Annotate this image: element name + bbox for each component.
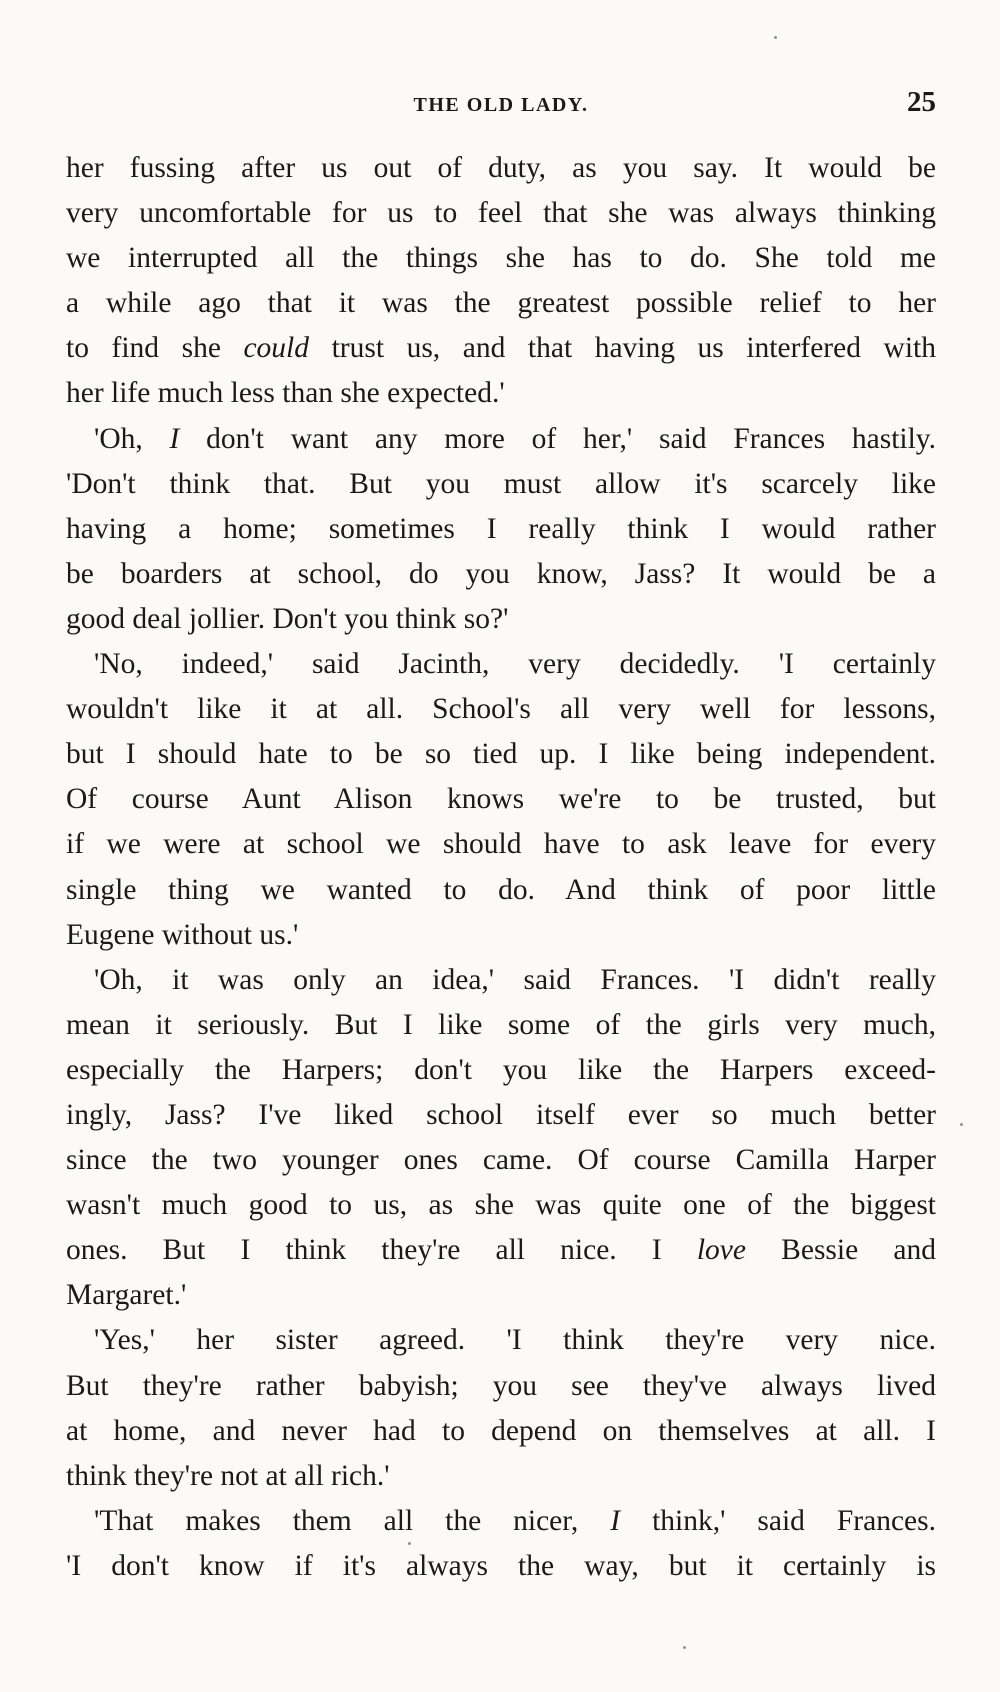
text-line bbox=[66, 1499, 936, 1544]
text-run: think,' said Frances. bbox=[620, 1504, 936, 1537]
emphasis: could bbox=[243, 332, 310, 365]
text-line: Eugene without us.' bbox=[66, 918, 299, 951]
text-line: but I should hate to be so tied up. I like being independent. bbox=[66, 738, 936, 771]
text-line: since the two younger ones came. Of course Camilla Harper bbox=[66, 1144, 936, 1177]
text-line: 'Don't think that. But you must allow it's scarcely like bbox=[66, 467, 936, 500]
text-line: Of course Aunt Alison knows we're to be trusted, but bbox=[66, 783, 936, 816]
print-speck bbox=[960, 1123, 963, 1126]
text-line: her fussing after us out of duty, as you say. It would be bbox=[66, 152, 936, 184]
text-run: 'Oh, bbox=[94, 422, 170, 455]
text-line: be boarders at school, do you know, Jass? It would be a bbox=[66, 557, 936, 590]
text-run: Bessie and bbox=[746, 1234, 936, 1267]
emphasis: love bbox=[696, 1234, 746, 1267]
print-speck bbox=[408, 1542, 411, 1545]
text-run: 'That makes them all the nicer, bbox=[94, 1504, 611, 1537]
text-line bbox=[66, 417, 936, 462]
print-speck bbox=[774, 36, 777, 39]
text-line: at home, and never had to depend on themselves at all. I bbox=[66, 1414, 936, 1447]
text-line: 'Oh, it was only an idea,' said Frances. 'I didn't really bbox=[94, 963, 936, 996]
text-line: But they're rather babyish; you see they've always lived bbox=[66, 1369, 936, 1402]
page-number: 25 bbox=[907, 86, 936, 118]
text-line: mean it seriously. But I like some of the girls very much, bbox=[66, 1008, 936, 1041]
text-run: don't want any more of her,' said Frances hastily. bbox=[179, 422, 936, 455]
text-run: ones. But I think they're all nice. I bbox=[66, 1234, 697, 1267]
text-line: single thing we wanted to do. And think of poor little bbox=[66, 873, 936, 906]
print-speck bbox=[683, 1646, 686, 1649]
text-line: especially the Harpers; don't you like the Harpers exceed- bbox=[66, 1053, 936, 1086]
text-line: her life much less than she expected.' bbox=[66, 377, 505, 410]
text-line: very uncomfortable for us to feel that she was always thinking bbox=[66, 197, 936, 230]
text-line: having a home; sometimes I really think I would rather bbox=[66, 512, 936, 545]
text-run: to find she bbox=[66, 332, 244, 365]
text-line: think they're not at all rich.' bbox=[66, 1459, 390, 1492]
text-line: Margaret.' bbox=[66, 1279, 187, 1312]
text-line: 'Yes,' her sister agreed. 'I think they're very nice. bbox=[94, 1324, 936, 1357]
running-head bbox=[66, 86, 936, 126]
emphasis: I bbox=[169, 422, 180, 455]
body-text bbox=[66, 146, 936, 1589]
text-line: wasn't much good to us, as she was quite one of the biggest bbox=[66, 1189, 936, 1222]
text-line: a while ago that it was the greatest possible relief to her bbox=[66, 287, 936, 320]
text-line: we interrupted all the things she has to do. She told me bbox=[66, 242, 936, 275]
text-line: 'No, indeed,' said Jacinth, very decidedly. 'I certainly bbox=[94, 648, 936, 681]
text-run: trust us, and that having us interfered with bbox=[309, 332, 936, 365]
text-line: good deal jollier. Don't you think so?' bbox=[66, 602, 509, 635]
text-line: wouldn't like it at all. School's all very well for lessons, bbox=[66, 693, 936, 726]
text-line: if we were at school we should have to ask leave for every bbox=[66, 828, 936, 861]
text-line: ingly, Jass? I've liked school itself ever so much better bbox=[66, 1098, 936, 1131]
text-line: 'I don't know if it's always the way, but it certainly is bbox=[66, 1549, 936, 1582]
text-line bbox=[66, 326, 936, 371]
running-title: THE OLD LADY. bbox=[413, 94, 589, 116]
emphasis: I bbox=[610, 1504, 621, 1537]
text-line bbox=[66, 1228, 936, 1273]
